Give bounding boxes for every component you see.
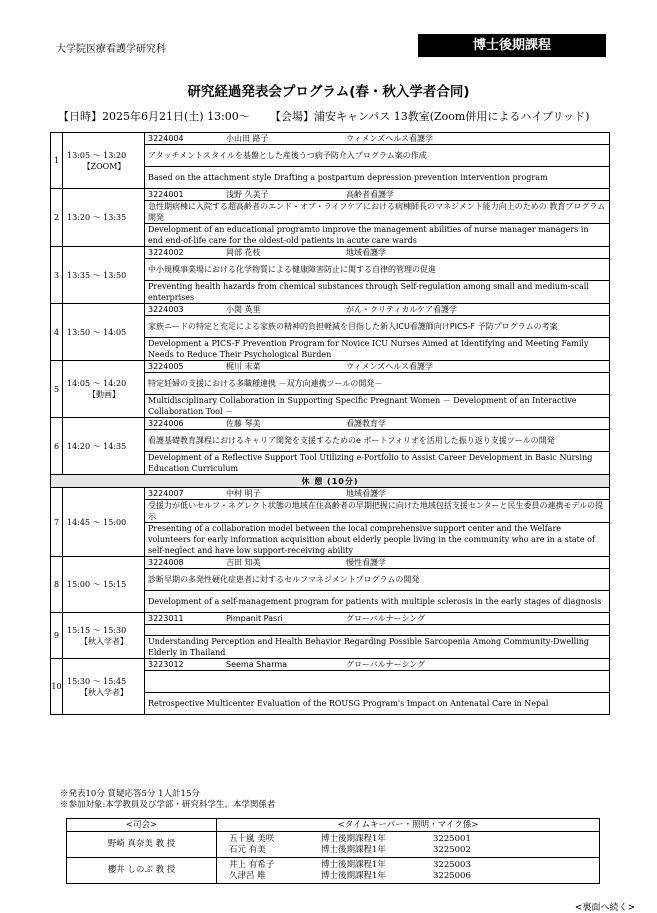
keeper-row: 井上 有希子 博士後期課程1年 3225003 [229,859,471,870]
title-japanese [145,625,610,636]
title-english: Preventing health hazards from chemical substances through Self-regulation among small and medium-scall enterprises [145,281,610,304]
student-id: 3224002 [148,248,184,257]
title-english: Development of a Reflective Support Tool Utilizing e-Portfolio to Assist Career Development in Basic Nursing Education Curriculum [145,452,610,475]
title-english: Multidisciplinary Collaboration in Supporting Specific Pregnant Women － Development of an Interactive Collaboration Tool － [145,395,610,418]
research-field: 地域看護学 [346,248,386,257]
title-japanese: 急性期病棟に入院する超高齢者のエンド・オブ・ライフケアにおける病棟師長のマネジメント能力向上のための 教育プログラム開発 [145,201,610,224]
chair-header: <司会> [67,819,217,832]
student-info [145,659,610,671]
presentation-row [51,247,610,259]
presentation-number: 3 [51,247,63,304]
student-info [145,361,610,373]
presentation-number: 10 [51,659,63,715]
presentation-row [51,361,610,373]
title-english: Based on the attachment style Drafting a postpartum depression prevention intervention program [145,167,610,189]
break-row [51,475,610,488]
time-slot: 13:20 ～ 13:35 [67,213,127,222]
program-badge: 博士後期課程 [418,34,606,57]
time-slot: 13:35 ～ 13:50 [67,270,127,280]
presentation-number: 1 [51,133,63,189]
presentation-number: 5 [51,361,63,418]
page-title: 研究経過発表会プログラム(春・秋入学者合同) [187,84,470,100]
presentation-number: 4 [51,304,63,361]
title-japanese: 特定妊婦の支援における多職種連携 －双方向連携ツールの開発－ [145,373,610,395]
presentation-row [51,613,610,625]
title-english: Understanding Perception and Health Behavior Regarding Possible Sarcopenia Among Community-Dwelling Elderly in Thailand [145,636,610,659]
presentation-number: 9 [51,613,63,659]
title-english: Development of an educational programto improve the management abilities of nurse manager managers in end end-of-life care for the oldest-old patients in acute care wards [145,224,610,247]
presentation-row [51,304,610,316]
student-info [145,557,610,569]
event-venue: 【会場】浦安キャンパス 13教室(Zoom併用によるハイブリッド) [270,110,590,123]
presentation-row [51,488,610,500]
student-info [145,133,610,145]
presentation-row [51,418,610,430]
presentation-number: 8 [51,557,63,613]
student-name: 梶川 末菜 [226,362,261,371]
presentation-time [63,488,145,557]
break-label: 休 憩 (10分) [51,475,610,488]
research-field: ウィメンズヘルス看護学 [346,362,434,371]
title-english: Presenting of a collaboration model between the local comprehensive support center and the Welfare volunteers for early information acquisition about elderly people living in the community who are in a state of self-neglect and have low support-receiving ability [145,523,610,557]
student-info [145,613,610,625]
presentation-time [63,247,145,304]
student-name: 吉田 知美 [226,558,261,567]
presentation-mode: 【動画】 [88,390,120,399]
title-english: Retrospective Multicenter Evaluation of the ROUSG Program's Impact on Antenatal Care in Nepal [145,693,610,715]
staff-table [66,818,600,884]
time-slot: 13:05 ～ 13:20 [67,150,127,160]
presentation-mode: 【秋入学者】 [80,636,128,646]
department-name: 大学院医療看護学研究科 [56,44,166,55]
title-japanese: アタッチメントスタイルを基盤とした産後うつ病予防介入プログラム案の作成 [145,145,610,167]
keeper-cell [217,832,600,858]
program-table [50,132,610,715]
student-info [145,488,610,500]
student-id: 3224004 [148,134,184,143]
presentation-time [63,418,145,475]
student-info [145,304,610,316]
presentation-time [63,304,145,361]
title-english: Development of a self-management program for patients with multiple sclerosis in the early stages of diagnosis [145,591,610,613]
student-info [145,418,610,430]
student-id: 3223011 [148,614,184,623]
student-id: 3224007 [148,489,184,498]
time-slot: 15:00 ～ 15:15 [67,580,127,589]
student-name: Pimpanit Pasri [226,614,283,623]
note-line: ※参加対象:本学教員及び学部・研究科学生、本学関係者 [60,800,276,810]
student-info [145,247,610,259]
event-datetime: 【日時】2025年6月21日(土) 13:00～ [58,110,250,123]
note-line: ※発表10分 質疑応答5分 1人計15分 [60,789,200,799]
presentation-number: 6 [51,418,63,475]
student-id: 3224001 [148,190,184,199]
chair-name: 櫻井 しのぶ 教 授 [67,858,217,884]
title-japanese: 家族ニードの特定と充足による家族の精神的負担軽減を目指した新人ICU看護師向けPICS-F 予防プログラムの考案 [145,316,610,338]
title-japanese: 中小規模事業場における化学物質による健康障害防止に関する自律的管理の促進 [145,259,610,281]
student-name: Seema Sharma [226,660,288,669]
student-info [145,189,610,201]
student-id: 3224003 [148,305,184,314]
research-field: 慢性看護学 [346,558,386,567]
presentation-row [51,133,610,145]
continued-note: <裏面へ続く> [574,903,635,913]
presentation-time [63,189,145,247]
presentation-time [63,659,145,715]
notes [60,789,275,811]
presentation-time [63,557,145,613]
student-id: 3224008 [148,558,184,567]
time-slot: 14:05 ～ 14:20 [67,379,127,388]
student-name: 佐藤 琴美 [226,419,261,428]
keeper-row: 石元 有美 博士後期課程1年 3225002 [229,844,471,855]
time-slot: 15:30 ～ 15:45 [67,676,127,686]
presentation-number: 2 [51,189,63,247]
student-name: 浅野 久美子 [226,190,269,199]
presentation-mode: 【ZOOM】 [82,161,126,171]
chair-name: 野崎 真奈美 教 授 [67,832,217,858]
student-name: 小関 英里 [226,305,261,314]
time-slot: 14:20 ～ 14:35 [67,441,127,451]
research-field: 高齢者看護学 [346,190,394,199]
student-id: 3223012 [148,660,184,669]
presentation-row [51,189,610,201]
research-field: 看護教育学 [346,419,386,428]
time-slot: 15:15 ～ 15:30 [67,625,127,635]
presentation-time [63,133,145,189]
research-field: 地域看護学 [346,489,386,498]
presentation-row [51,557,610,569]
research-field: ウィメンズヘルス看護学 [346,134,434,143]
research-field: グローバルナーシング [346,614,426,623]
time-slot: 14:45 ～ 15:00 [67,517,127,527]
presentation-time [63,361,145,418]
title-japanese: 看護基礎教育課程におけるキャリア開発を支援するためのe ポートフォリオを活用した振り返り支援ツールの開発 [145,430,610,452]
title-english: Development a PICS-F Prevention Program for Novice ICU Nurses Aimed at Identifying and Meeting Family Needs to Reduce Their Psychological Burden [145,338,610,361]
presentation-number: 7 [51,488,63,557]
title-japanese [145,671,610,693]
presentation-mode: 【秋入学者】 [80,687,128,697]
student-name: 岡部 花枝 [226,248,261,257]
presentation-time [63,613,145,659]
keeper-cell [217,858,600,884]
student-id: 3224006 [148,419,184,428]
time-slot: 13:50 ～ 14:05 [67,327,127,337]
keeper-row: 五十嵐 美咲 博士後期課程1年 3225001 [229,833,471,844]
student-name: 中村 明子 [226,489,261,498]
keeper-row: 久津呂 唯 博士後期課程1年 3225006 [229,870,471,881]
title-japanese: 診断早期の多発性硬化症患者に対するセルフマネジメントプログラムの開発 [145,569,610,591]
student-name: 小山田 路子 [226,134,269,143]
keeper-header: <タイムキーパー・照明・マイク係> [217,819,600,832]
title-japanese: 受援力が低いセルフ・ネグレクト状態の地域在住高齢者の早期把握に向けた地域包括支援センターと民生委員の連携モデルの提示 [145,500,610,523]
presentation-row [51,659,610,671]
research-field: グローバルナーシング [346,660,426,669]
student-id: 3224005 [148,362,184,371]
research-field: がん・クリティカルケア看護学 [346,305,458,314]
